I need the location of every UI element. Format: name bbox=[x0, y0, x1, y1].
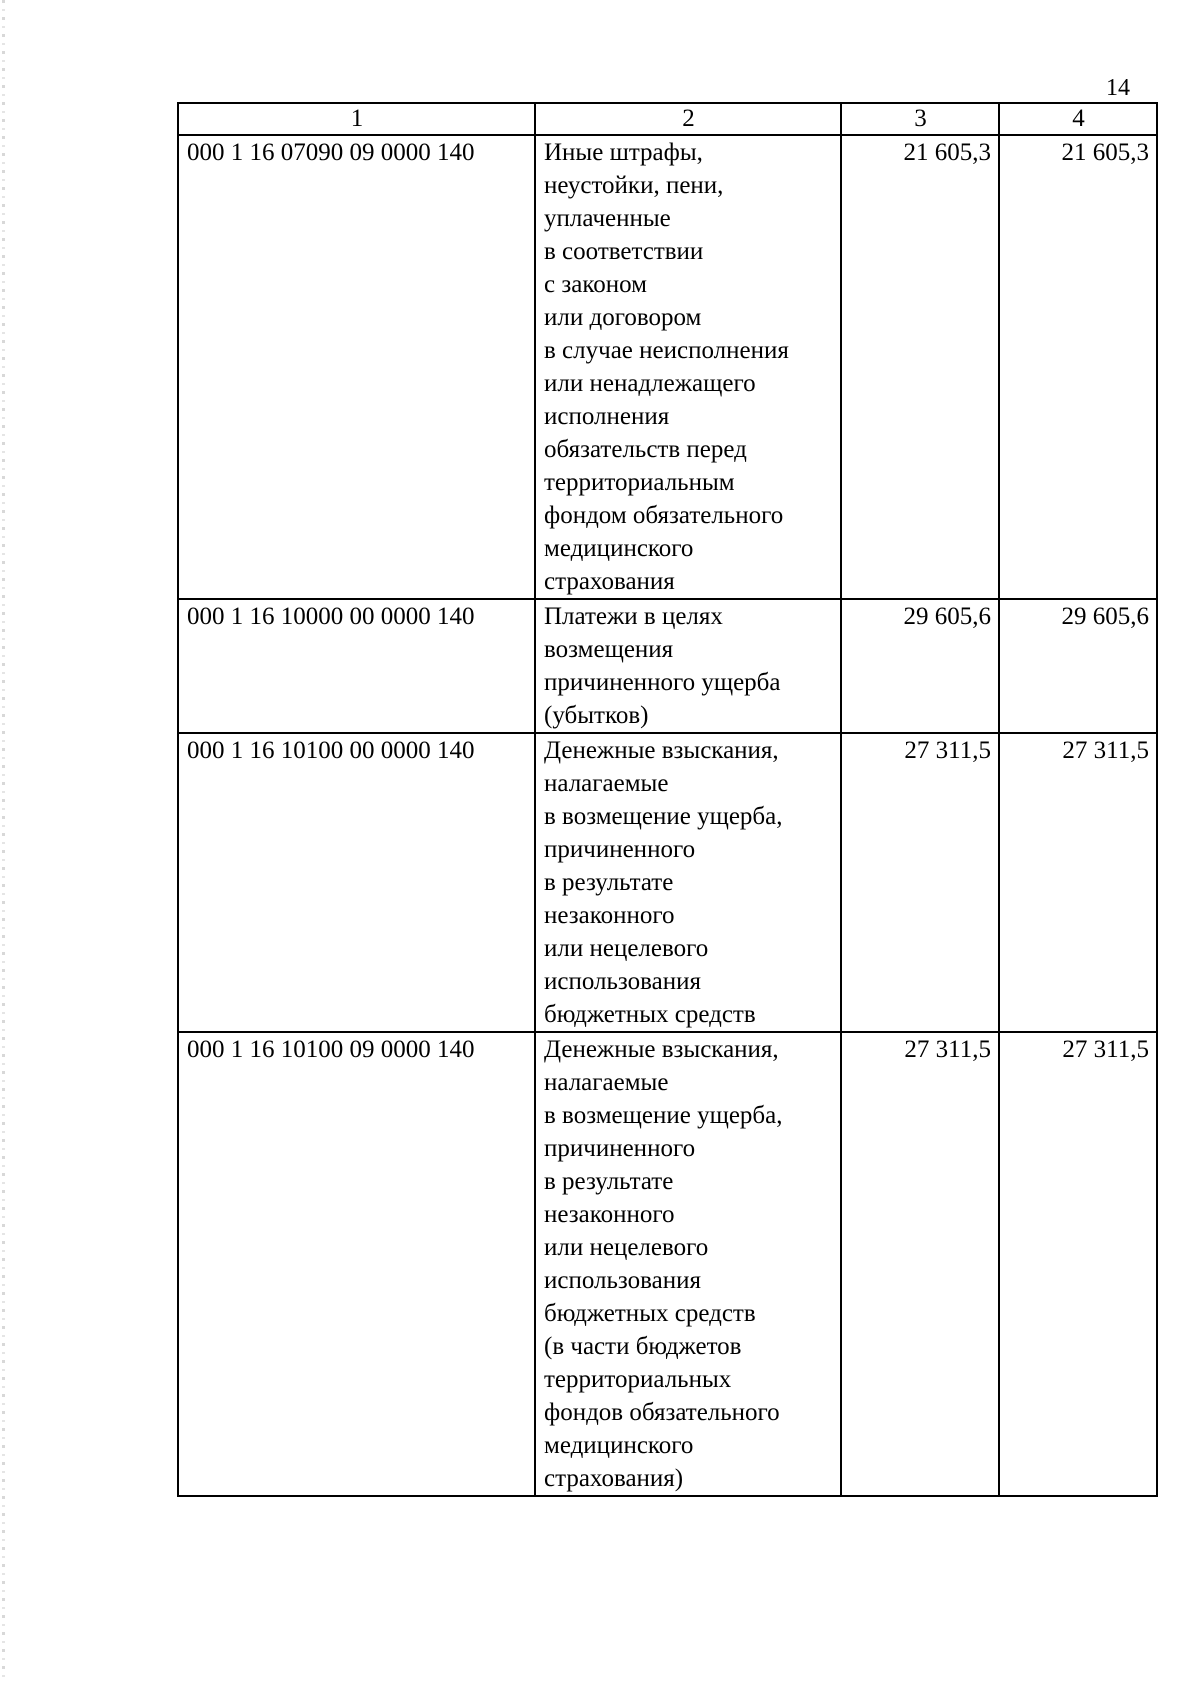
description-cell: Платежи в целях возмещения причиненного ущерба (убытков) bbox=[535, 599, 841, 733]
amount-col3-cell: 27 311,5 bbox=[841, 733, 999, 1032]
amount-col4-cell: 21 605,3 bbox=[999, 135, 1157, 599]
budget-code-cell: 000 1 16 10100 00 0000 140 bbox=[178, 733, 535, 1032]
budget-code-cell: 000 1 16 10100 09 0000 140 bbox=[178, 1032, 535, 1496]
header-row bbox=[178, 103, 1157, 135]
description-cell: Иные штрафы, неустойки, пени, уплаченные в соответствии с законом или договором в случае неисполнения или ненадлежащего исполнения обязательств перед территориальным фондом обязательного медицинского страхования bbox=[535, 135, 841, 599]
table-row bbox=[178, 599, 1157, 733]
amount-col3-cell: 27 311,5 bbox=[841, 1032, 999, 1496]
header-col-2: 2 bbox=[535, 103, 841, 135]
header-col-4: 4 bbox=[999, 103, 1157, 135]
amount-col4-cell: 29 605,6 bbox=[999, 599, 1157, 733]
table-row bbox=[178, 733, 1157, 1032]
budget-code-cell: 000 1 16 07090 09 0000 140 bbox=[178, 135, 535, 599]
page-number: 14 bbox=[1106, 75, 1130, 101]
table-row bbox=[178, 1032, 1157, 1496]
amount-col3-cell: 21 605,3 bbox=[841, 135, 999, 599]
budget-code-cell: 000 1 16 10000 00 0000 140 bbox=[178, 599, 535, 733]
description-cell: Денежные взыскания, налагаемые в возмещение ущерба, причиненного в результате незаконного или нецелевого использования бюджетных средств bbox=[535, 733, 841, 1032]
amount-col4-cell: 27 311,5 bbox=[999, 1032, 1157, 1496]
header-col-3: 3 bbox=[841, 103, 999, 135]
table-row bbox=[178, 135, 1157, 599]
budget-revenue-table bbox=[177, 102, 1158, 1497]
table-header bbox=[178, 103, 1157, 135]
amount-col4-cell: 27 311,5 bbox=[999, 733, 1157, 1032]
amount-col3-cell: 29 605,6 bbox=[841, 599, 999, 733]
scan-edge-artifact bbox=[2, 0, 5, 1683]
table-body bbox=[178, 135, 1157, 1496]
header-col-1: 1 bbox=[178, 103, 535, 135]
description-cell: Денежные взыскания, налагаемые в возмещение ущерба, причиненного в результате незаконного или нецелевого использования бюджетных средств (в части бюджетов территориальных фондов обязательного медицинского страхования) bbox=[535, 1032, 841, 1496]
